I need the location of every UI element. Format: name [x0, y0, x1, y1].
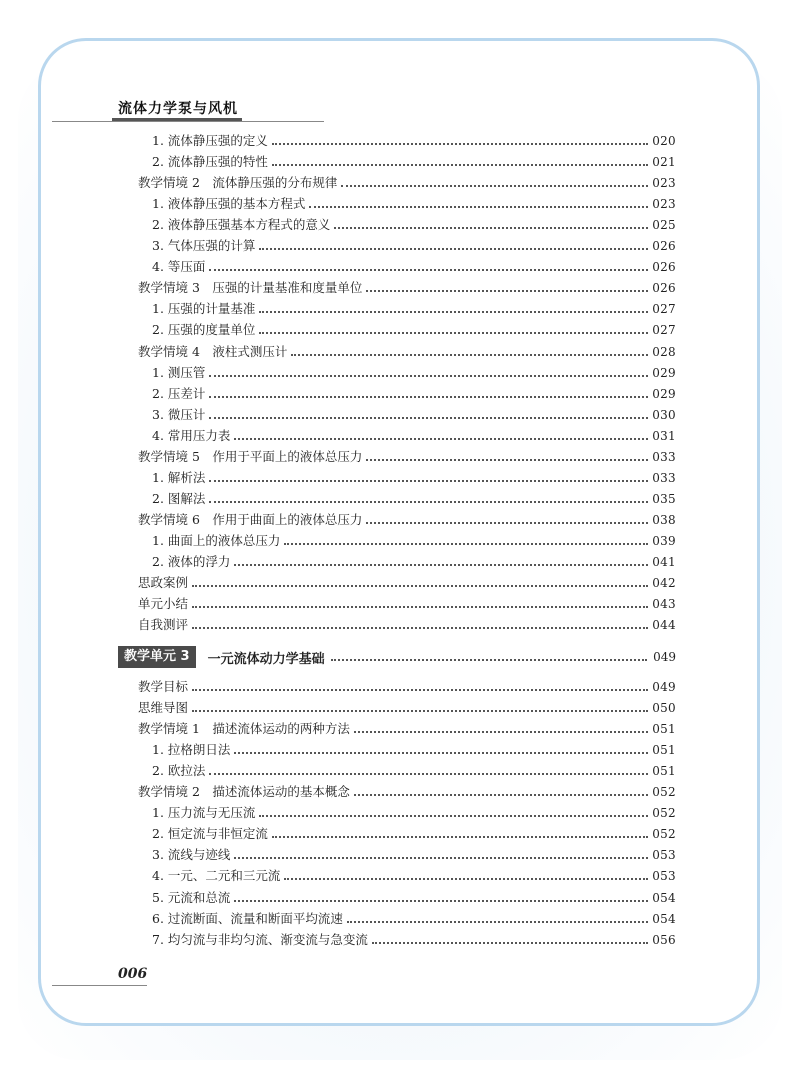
toc-entry[interactable]	[152, 385, 676, 403]
toc-entry-label: 思维导图	[138, 700, 189, 716]
toc-entry[interactable]	[152, 825, 676, 843]
unit-badge: 教学单元 3	[118, 646, 196, 668]
dot-leader	[234, 900, 648, 902]
toc-entry[interactable]	[152, 153, 676, 171]
toc-entry-page: 035	[652, 491, 676, 506]
toc-entry-page: 053	[652, 869, 676, 884]
toc-entry[interactable]	[138, 595, 676, 613]
toc-entry[interactable]	[152, 762, 676, 780]
toc-entry-page: 052	[652, 806, 676, 821]
toc-entry[interactable]	[138, 174, 676, 192]
toc-entry-label: 4. 常用压力表	[152, 427, 231, 443]
toc-entry-page: 052	[652, 827, 676, 842]
toc-entry[interactable]	[152, 132, 676, 150]
toc-entry[interactable]	[152, 427, 676, 445]
toc-entry[interactable]	[152, 910, 676, 928]
toc-entry[interactable]	[152, 258, 676, 276]
dot-leader	[272, 836, 648, 838]
toc-entry-page: 020	[652, 134, 676, 148]
toc-entry-page: 038	[652, 512, 676, 527]
dot-leader	[209, 269, 648, 271]
toc-entry-label: 教学情境 4 液柱式测压计	[138, 343, 288, 359]
toc-entry[interactable]	[138, 783, 676, 801]
dot-leader	[209, 480, 648, 482]
header-rule	[52, 121, 324, 122]
toc-entry-label: 1. 压力流与无压流	[152, 805, 256, 821]
toc-entry[interactable]	[138, 720, 676, 738]
dot-leader	[372, 942, 648, 944]
unit-page: 049	[653, 650, 676, 664]
footer-rule	[52, 985, 147, 986]
toc-entry[interactable]	[138, 574, 676, 592]
toc-entry-page: 029	[652, 365, 676, 380]
toc-entry-page: 051	[652, 743, 676, 758]
dot-leader	[209, 396, 648, 398]
toc-entry[interactable]	[152, 490, 676, 508]
toc-entry-label: 2. 恒定流与非恒定流	[152, 826, 268, 842]
toc-entry[interactable]	[152, 741, 676, 759]
toc-entry-page: 044	[652, 618, 676, 633]
toc-entry[interactable]	[152, 889, 676, 907]
toc-entry-label: 思政案例	[138, 575, 189, 591]
toc-entry-page: 051	[652, 764, 676, 779]
toc-entry-page: 039	[652, 533, 676, 548]
dot-leader	[234, 438, 648, 440]
toc-entry-label: 4. 等压面	[152, 259, 206, 275]
dot-leader	[209, 501, 648, 503]
toc-entry-label: 教学情境 2 流体静压强的分布规律	[138, 175, 338, 191]
toc-entry[interactable]	[138, 448, 676, 466]
dot-leader	[366, 459, 648, 461]
dot-leader	[234, 857, 648, 859]
toc-entry[interactable]	[152, 867, 676, 885]
toc-entry[interactable]	[152, 931, 676, 949]
toc-entry-label: 2. 液体的浮力	[152, 554, 231, 569]
toc-entry-page: 026	[652, 281, 676, 296]
dot-leader	[192, 585, 648, 587]
toc-entry-label: 3. 微压计	[152, 406, 206, 422]
toc-entry[interactable]	[152, 364, 676, 382]
toc-entry-label: 教学情境 5 作用于平面上的液体总压力	[138, 448, 363, 464]
unit-title: 一元流体动力学基础	[207, 651, 325, 667]
dot-leader	[331, 659, 648, 661]
dot-leader	[341, 185, 648, 187]
dot-leader	[192, 606, 648, 608]
toc-entry-label: 4. 一元、二元和三元流	[152, 868, 281, 884]
toc-entry-label: 6. 过流断面、流量和断面平均流速	[152, 910, 343, 926]
toc-entry-label: 3. 气体压强的计算	[152, 238, 256, 254]
toc-entry-page: 033	[652, 470, 676, 485]
toc-entry-label: 2. 流体静压强的特性	[152, 154, 268, 170]
toc-entry-page: 023	[652, 197, 676, 212]
toc-entry-page: 026	[652, 239, 676, 254]
toc-entry[interactable]	[138, 699, 676, 717]
toc-entry[interactable]	[152, 469, 676, 487]
dot-leader	[209, 417, 648, 419]
dot-leader	[291, 354, 648, 356]
dot-leader	[309, 206, 648, 208]
toc-entry-page: 027	[652, 302, 676, 317]
toc-entry-page: 049	[652, 680, 676, 694]
toc-entry[interactable]	[152, 846, 676, 864]
toc-entry[interactable]	[152, 321, 676, 339]
dot-leader	[366, 290, 648, 292]
toc-entry-page: 026	[652, 260, 676, 275]
toc-entry-page: 030	[652, 407, 676, 422]
toc-entry-page: 043	[652, 597, 676, 612]
toc-entry-page: 056	[652, 932, 676, 947]
toc-entry-label: 教学情境 2 描述流体运动的基本概念	[138, 784, 350, 800]
toc-entry-label: 1. 解析法	[152, 469, 206, 485]
dot-leader	[334, 227, 648, 229]
toc-entry[interactable]	[138, 343, 676, 361]
toc-entry-label: 1. 测压管	[152, 364, 206, 380]
dot-leader	[259, 332, 648, 334]
toc-entry-page: 054	[652, 890, 676, 905]
dot-leader	[192, 627, 648, 629]
toc-entry[interactable]	[152, 195, 676, 213]
toc-entry[interactable]	[152, 406, 676, 424]
dot-leader	[284, 878, 648, 880]
toc-entry-label: 教学情境 3 压强的计量基准和度量单位	[138, 280, 363, 296]
toc-entry-label: 1. 流体静压强的定义	[152, 133, 268, 148]
toc-entry[interactable]	[152, 300, 676, 318]
toc-entry-label: 2. 欧拉法	[152, 763, 206, 779]
toc-entry-page: 051	[652, 722, 676, 737]
toc-entry-page: 031	[652, 428, 676, 443]
toc-entry[interactable]	[152, 237, 676, 255]
toc-entry-label: 1. 压强的计量基准	[152, 301, 256, 317]
toc-entry-page: 028	[652, 344, 676, 359]
toc-entry[interactable]	[152, 216, 676, 234]
toc-unit-heading[interactable]	[118, 646, 676, 668]
toc-entry-page: 021	[652, 155, 676, 170]
toc-entry-label: 1. 液体静压强的基本方程式	[152, 196, 306, 212]
dot-leader	[192, 710, 648, 712]
toc-entry-label: 自我测评	[138, 617, 189, 633]
toc-entry-label: 5. 元流和总流	[152, 889, 231, 905]
toc-entry[interactable]	[138, 616, 676, 634]
toc-entry-page: 027	[652, 323, 676, 338]
toc-entry-page: 053	[652, 848, 676, 863]
dot-leader	[272, 164, 648, 166]
dot-leader	[259, 311, 648, 313]
toc-entry-label: 教学情境 6 作用于曲面上的液体总压力	[138, 511, 363, 527]
toc-entry-label: 3. 流线与迹线	[152, 847, 231, 863]
dot-leader	[347, 921, 648, 923]
dot-leader	[272, 143, 648, 145]
running-title: 流体力学泵与风机	[118, 101, 238, 117]
toc-entry-label: 1. 曲面上的液体总压力	[152, 532, 281, 548]
dot-leader	[354, 794, 648, 796]
toc-entry-page: 041	[652, 555, 676, 569]
dot-leader	[192, 689, 648, 691]
dot-leader	[209, 375, 648, 377]
dot-leader	[259, 815, 648, 817]
toc-entry-label: 7. 均匀流与非均匀流、渐变流与急变流	[152, 931, 368, 947]
toc-entry-label: 教学情境 1 描述流体运动的两种方法	[138, 721, 350, 737]
toc-entry-page: 042	[652, 576, 676, 591]
dot-leader	[234, 752, 648, 754]
toc-entry-label: 2. 液体静压强基本方程式的意义	[152, 217, 331, 233]
dot-leader	[366, 522, 648, 524]
toc-entry-page: 052	[652, 785, 676, 800]
toc-entry-page: 025	[652, 218, 676, 233]
toc-entry-label: 2. 图解法	[152, 490, 206, 506]
toc-entry-label: 1. 拉格朗日法	[152, 742, 231, 758]
toc-entry[interactable]	[138, 511, 676, 529]
toc-entry-label: 单元小结	[138, 596, 189, 612]
dot-leader	[284, 543, 648, 545]
toc-entry-page: 023	[652, 176, 676, 191]
toc-entry[interactable]	[152, 532, 676, 550]
dot-leader	[354, 731, 648, 733]
toc-entry-page: 033	[652, 449, 676, 464]
dot-leader	[259, 248, 648, 250]
toc-entry[interactable]	[152, 804, 676, 822]
toc-entry-page: 054	[652, 911, 676, 926]
dot-leader	[209, 773, 648, 775]
toc-entry[interactable]	[152, 553, 676, 571]
toc-entry[interactable]	[138, 678, 676, 696]
page-number: 006	[118, 966, 148, 982]
toc-entry-label: 2. 压强的度量单位	[152, 322, 256, 338]
toc-entry[interactable]	[138, 279, 676, 297]
toc-entry-page: 029	[652, 386, 676, 401]
toc-entry-label: 2. 压差计	[152, 385, 206, 401]
toc-entry-page: 050	[652, 701, 676, 716]
dot-leader	[234, 564, 648, 566]
toc-entry-label: 教学目标	[138, 679, 189, 694]
